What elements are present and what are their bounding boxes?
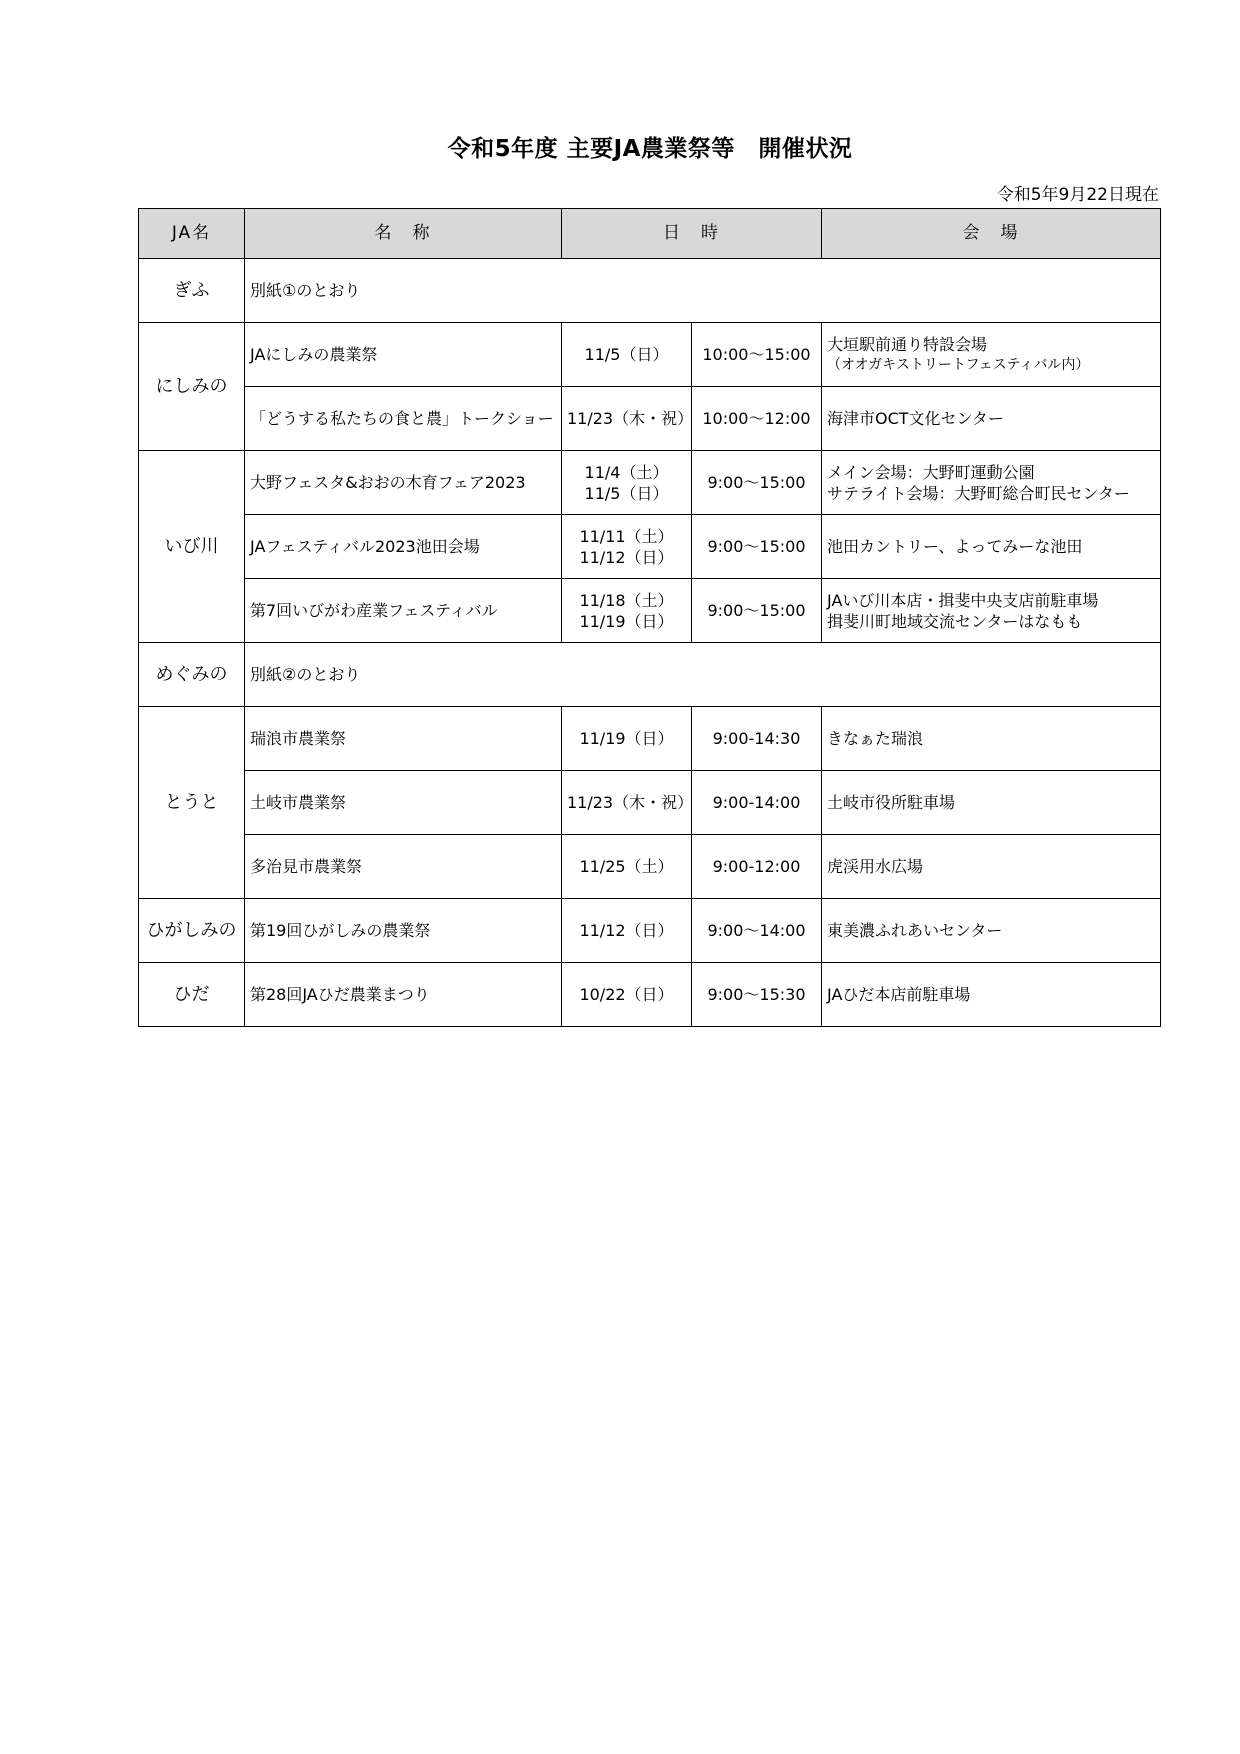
table-row: [139, 771, 1161, 835]
venue-line: （オオガキストリートフェスティバル内）: [827, 356, 1090, 373]
event-date-cell: [562, 835, 692, 899]
column-header-ja: JA名: [139, 209, 245, 259]
ja-name-cell: ひだ: [139, 963, 245, 1027]
event-date-cell: [562, 323, 692, 387]
event-time-cell: 9:00-12:00: [692, 835, 822, 899]
event-date-cell: [562, 899, 692, 963]
date-line: 11/5（日）: [584, 483, 669, 503]
table-row: [139, 323, 1161, 387]
event-venue-cell: [822, 771, 1161, 835]
date-line: 11/23（木・祝）: [567, 793, 694, 812]
venue-line: サテライト会場：大野町総合町民センター: [827, 483, 1130, 503]
venue-line: 海津市OCT文化センター: [827, 409, 1004, 428]
venue-line: 虎渓用水広場: [827, 857, 924, 876]
event-time-cell: 9:00～14:00: [692, 899, 822, 963]
note-cell: 別紙②のとおり: [245, 643, 1161, 707]
table-row: [139, 899, 1161, 963]
date-line: 11/5（日）: [584, 345, 669, 364]
event-name-cell: 多治見市農業祭: [245, 835, 562, 899]
event-time-cell: 9:00-14:00: [692, 771, 822, 835]
event-name-cell: 大野フェスタ&おおの木育フェア2023: [245, 451, 562, 515]
column-header-datetime: 日 時: [562, 209, 822, 259]
table-row: [139, 387, 1161, 451]
event-venue-cell: [822, 579, 1161, 643]
event-name-cell: 第19回ひがしみの農業祭: [245, 899, 562, 963]
note-cell: 別紙①のとおり: [245, 259, 1161, 323]
table-row: [139, 963, 1161, 1027]
venue-line: きなぁた瑞浪: [827, 729, 924, 748]
table-row: [139, 579, 1161, 643]
event-time-cell: 9:00～15:00: [692, 451, 822, 515]
event-venue-cell: [822, 707, 1161, 771]
event-time-cell: 9:00-14:30: [692, 707, 822, 771]
date-line: 11/25（土）: [579, 857, 674, 876]
ja-name-cell: ひがしみの: [139, 899, 245, 963]
date-line: 11/23（木・祝）: [567, 409, 694, 428]
event-venue-cell: [822, 899, 1161, 963]
event-date-cell: [562, 387, 692, 451]
page-title: 令和5年度 主要JA農業祭等 開催状況: [447, 136, 853, 162]
venue-line: JAひだ本店前駐車場: [827, 985, 971, 1004]
event-name-cell: 第28回JAひだ農業まつり: [245, 963, 562, 1027]
event-date-cell: [562, 515, 692, 579]
venue-line: JAいび川本店・揖斐中央支店前駐車場: [827, 590, 1099, 610]
venue-line: 池田カントリー、よってみーな池田: [827, 537, 1083, 556]
event-venue-cell: [822, 451, 1161, 515]
table-row: [139, 515, 1161, 579]
table-row: [139, 451, 1161, 515]
event-name-cell: JAフェスティバル2023池田会場: [245, 515, 562, 579]
column-header-venue: 会 場: [822, 209, 1161, 259]
venue-line: メイン会場：大野町運動公園: [827, 462, 1035, 482]
event-time-cell: 10:00～12:00: [692, 387, 822, 451]
venue-line: 土岐市役所駐車場: [827, 793, 956, 812]
ja-name-cell: めぐみの: [139, 643, 245, 707]
event-name-cell: 瑞浪市農業祭: [245, 707, 562, 771]
table-row: [139, 259, 1161, 323]
event-venue-cell: [822, 835, 1161, 899]
venue-line: 大垣駅前通り特設会場: [827, 334, 988, 354]
date-line: 11/19（日）: [579, 729, 674, 748]
table-row: [139, 707, 1161, 771]
events-table: [138, 208, 1161, 1027]
date-line: 11/18（土）: [579, 590, 674, 610]
event-date-cell: [562, 707, 692, 771]
date-line: 11/19（日）: [579, 611, 674, 631]
table-row: [139, 643, 1161, 707]
event-venue-cell: [822, 515, 1161, 579]
ja-name-cell: ぎふ: [139, 259, 245, 323]
event-date-cell: [562, 579, 692, 643]
ja-name-cell: にしみの: [139, 323, 245, 451]
event-date-cell: [562, 451, 692, 515]
venue-line: 東美濃ふれあいセンター: [827, 921, 1003, 940]
column-header-name: 名 称: [245, 209, 562, 259]
date-line: 11/12（日）: [579, 921, 674, 940]
date-line: 11/12（日）: [579, 547, 674, 567]
date-line: 10/22（日）: [579, 985, 674, 1004]
ja-name-cell: とうと: [139, 707, 245, 899]
ja-name-cell: いび川: [139, 451, 245, 643]
event-venue-cell: [822, 387, 1161, 451]
event-name-cell: 第7回いびがわ産業フェスティバル: [245, 579, 562, 643]
event-time-cell: 9:00～15:30: [692, 963, 822, 1027]
event-time-cell: 10:00～15:00: [692, 323, 822, 387]
as-of-date: 令和5年9月22日現在: [996, 185, 1159, 205]
event-time-cell: 9:00～15:00: [692, 515, 822, 579]
event-name-cell: JAにしみの農業祭: [245, 323, 562, 387]
event-venue-cell: [822, 963, 1161, 1027]
event-date-cell: [562, 771, 692, 835]
event-name-cell: 「どうする私たちの食と農」トークショー: [245, 387, 562, 451]
table-row: [139, 835, 1161, 899]
event-name-cell: 土岐市農業祭: [245, 771, 562, 835]
venue-line: 揖斐川町地域交流センターはなもも: [827, 611, 1083, 631]
date-line: 11/4（土）: [584, 462, 669, 482]
header-row: [139, 209, 1161, 259]
event-time-cell: 9:00～15:00: [692, 579, 822, 643]
event-date-cell: [562, 963, 692, 1027]
event-venue-cell: [822, 323, 1161, 387]
date-line: 11/11（土）: [579, 526, 674, 546]
